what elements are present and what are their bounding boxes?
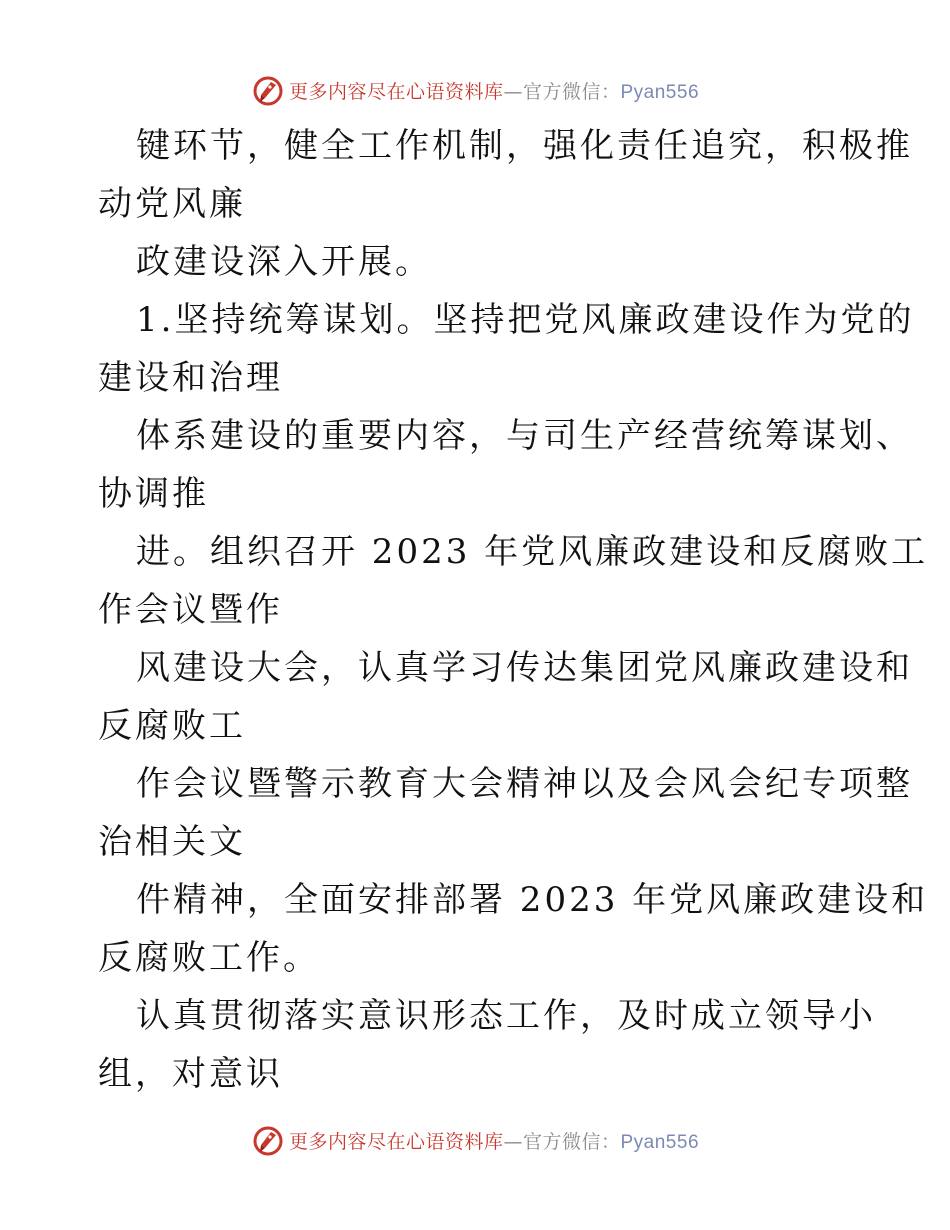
text-line: 件精神，全面安排部署 2023 年党风廉政建设和 — [136, 880, 929, 920]
text-line: 反腐败工 — [98, 706, 246, 746]
text-line: 组，对意识 — [98, 1054, 283, 1094]
pen-nib-circle-logo — [251, 1123, 285, 1157]
header-watermark — [0, 70, 950, 110]
watermark-text: 更多内容尽在心语资料库—官方微信：Pyan556 — [288, 1130, 700, 1153]
text-line: 键环节，健全工作机制，强化责任追究，积极推 — [136, 126, 913, 166]
text-line: 建设和治理 — [98, 358, 283, 398]
text-line: 政建设深入开展。 — [136, 242, 432, 282]
text-line: 动党风廉 — [98, 184, 246, 224]
pen-nib-circle-logo — [251, 73, 285, 107]
text-line: 作会议暨作 — [98, 590, 283, 630]
watermark-text: 更多内容尽在心语资料库—官方微信：Pyan556 — [288, 80, 700, 103]
text-line: 作会议暨警示教育大会精神以及会风会纪专项整 — [136, 764, 913, 804]
watermark-group — [251, 73, 699, 107]
text-line: 风建设大会，认真学习传达集团党风廉政建设和 — [136, 648, 913, 688]
text-line: 治相关文 — [98, 822, 246, 862]
watermark-group — [251, 1123, 699, 1157]
text-line: 协调推 — [98, 474, 209, 514]
text-line: 反腐败工作。 — [98, 938, 320, 978]
text-line: 体系建设的重要内容，与司生产经营统筹谋划、 — [136, 416, 913, 456]
text-line: 1.坚持统筹谋划。坚持把党风廉政建设作为党的 — [136, 300, 915, 340]
text-line: 认真贯彻落实意识形态工作，及时成立领导小 — [136, 996, 876, 1036]
text-line: 进。组织召开 2023 年党风廉政建设和反腐败工 — [136, 532, 929, 572]
document-body — [98, 117, 929, 1103]
footer-watermark — [0, 1120, 950, 1160]
